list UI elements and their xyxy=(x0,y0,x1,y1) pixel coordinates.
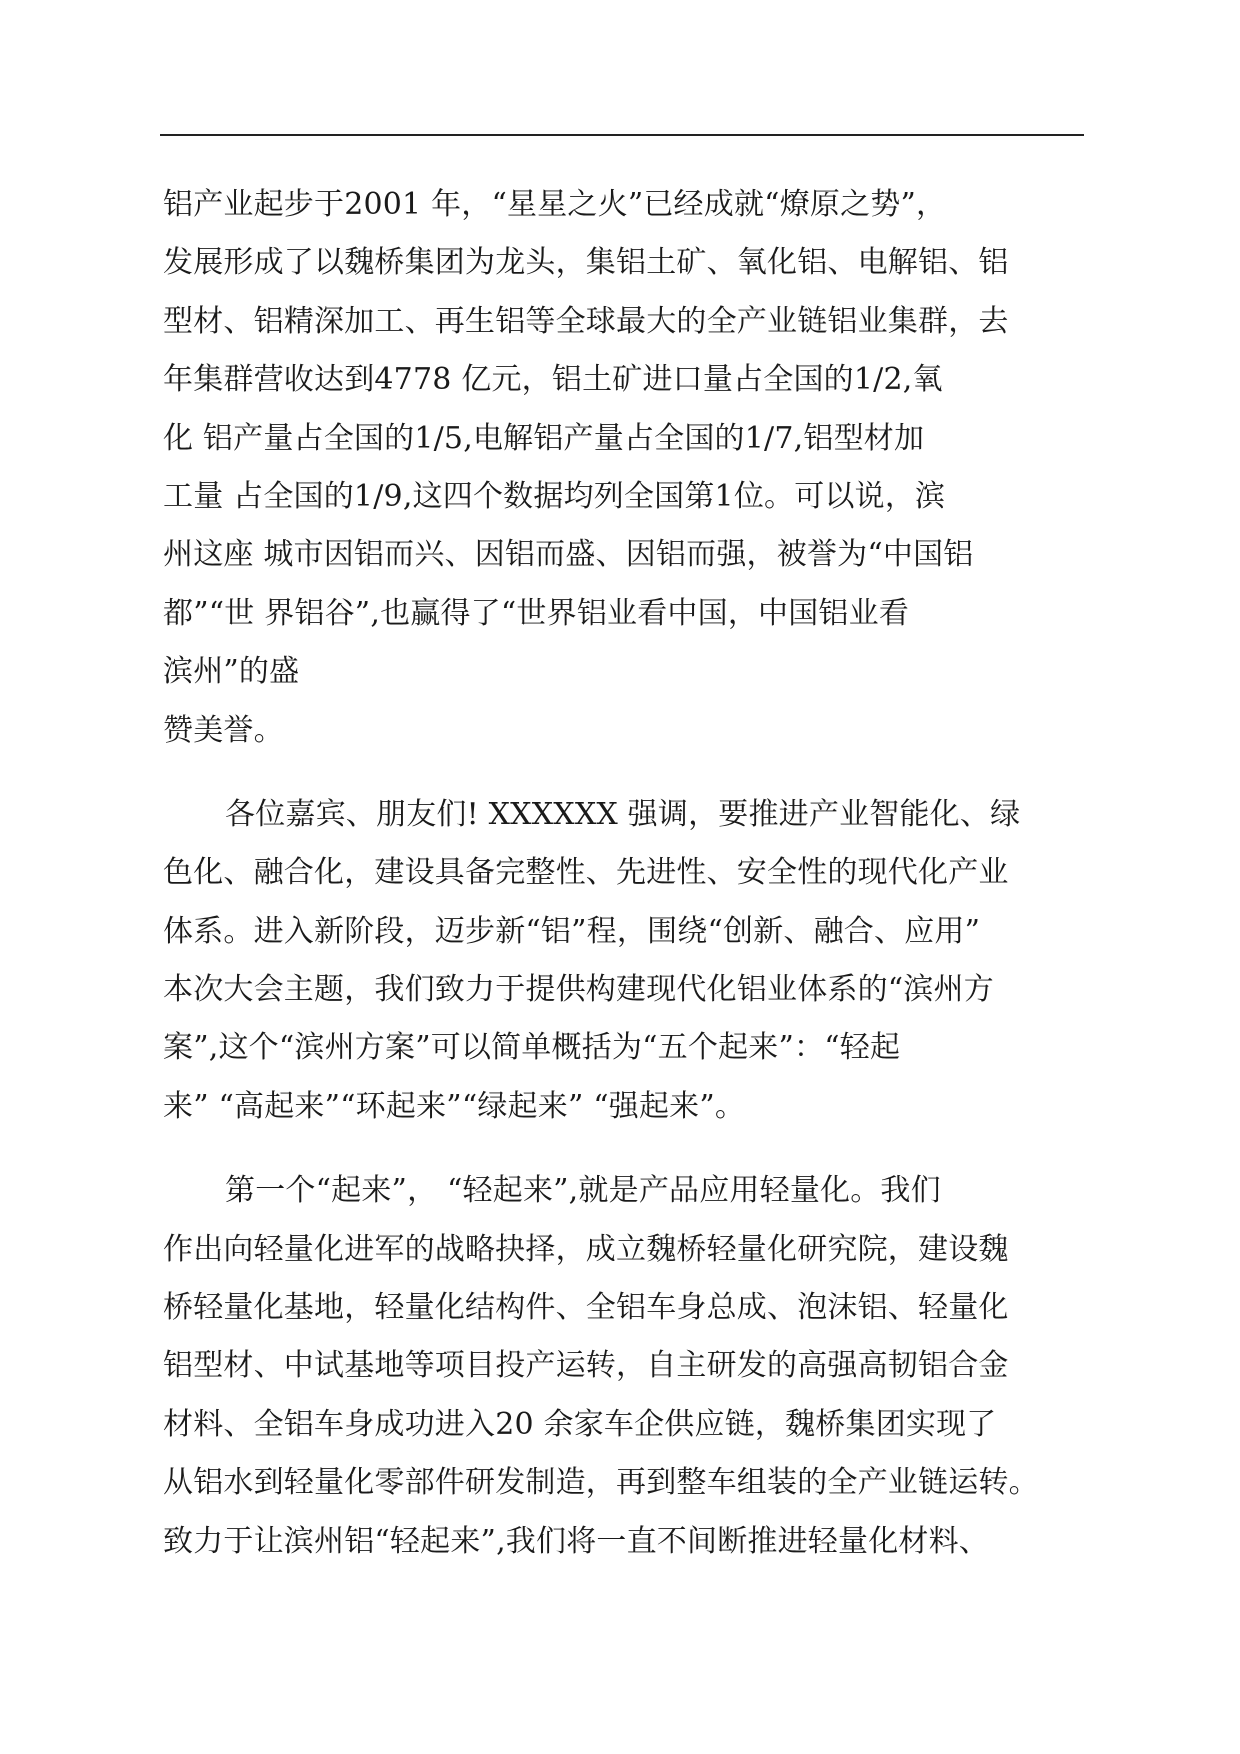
text-line: 材料、全铝车身成功进入20 余家车企供应链，魏桥集团实现了 xyxy=(163,1406,997,1442)
text-line: 作出向轻量化进军的战略抉择，成立魏桥轻量化研究院，建设魏 xyxy=(163,1231,1009,1267)
text-line: 体系。进入新阶段，迈步新“铝”程，围绕“创新、融合、应用” xyxy=(163,913,981,949)
text-line: 来” “高起来”“环起来”“绿起来” “强起来”。 xyxy=(163,1088,746,1124)
document-body xyxy=(163,176,1083,1571)
paragraph xyxy=(163,176,1083,760)
text-line: 工量 占全国的1/9,这四个数据均列全国第1位。可以说，滨 xyxy=(163,478,946,514)
text-line: 赞美誉。 xyxy=(163,712,284,748)
text-line: 色化、融合化，建设具备完整性、先进性、安全性的现代化产业 xyxy=(163,855,1009,891)
text-line: 桥轻量化基地，轻量化结构件、全铝车身总成、泡沫铝、轻量化 xyxy=(163,1290,1009,1326)
text-line: 各位嘉宾、朋友们! XXXXXX 强调，要推进产业智能化、绿 xyxy=(225,796,1021,832)
text-line: 型材、铝精深加工、再生铝等全球最大的全产业链铝业集群，去 xyxy=(163,303,1009,339)
text-line: 第一个“起来”， “轻起来”,就是产品应用轻量化。我们 xyxy=(225,1173,941,1209)
paragraph-gap xyxy=(163,1136,1083,1162)
text-line: 州这座 城市因铝而兴、因铝而盛、因铝而强，被誉为“中国铝 xyxy=(163,537,974,573)
text-line: 发展形成了以魏桥集团为龙头，集铝土矿、氧化铝、电解铝、铝 xyxy=(163,245,1009,281)
text-line: 从铝水到轻量化零部件研发制造，再到整车组装的全产业链运转。 xyxy=(163,1465,1039,1501)
text-line: 铝产业起步于2001 年，“星星之火”已经成就“燎原之势”， xyxy=(163,187,947,222)
text-line: 年集群营收达到4778 亿元，铝土矿进口量占全国的1/2,氧 xyxy=(163,362,943,398)
text-line: 致力于让滨州铝“轻起来”,我们将一直不间断推进轻量化材料、 xyxy=(163,1523,990,1559)
header-rule xyxy=(160,134,1084,136)
text-line: 本次大会主题，我们致力于提供构建现代化铝业体系的“滨州方 xyxy=(163,972,994,1008)
paragraph xyxy=(163,1162,1083,1571)
text-line: 都”“世 界铝谷”,也赢得了“世界铝业看中国，中国铝业看 xyxy=(163,595,910,631)
paragraph xyxy=(163,786,1083,1136)
paragraph-gap xyxy=(163,760,1083,786)
text-line: 案”,这个“滨州方案”可以简单概括为“五个起来”：“轻起 xyxy=(163,1030,901,1066)
text-line: 铝型材、中试基地等项目投产运转，自主研发的高强高韧铝合金 xyxy=(163,1348,1009,1384)
text-line: 滨州”的盛 xyxy=(163,654,300,690)
text-line: 化 铝产量占全国的1/5,电解铝产量占全国的1/7,铝型材加 xyxy=(163,420,925,456)
